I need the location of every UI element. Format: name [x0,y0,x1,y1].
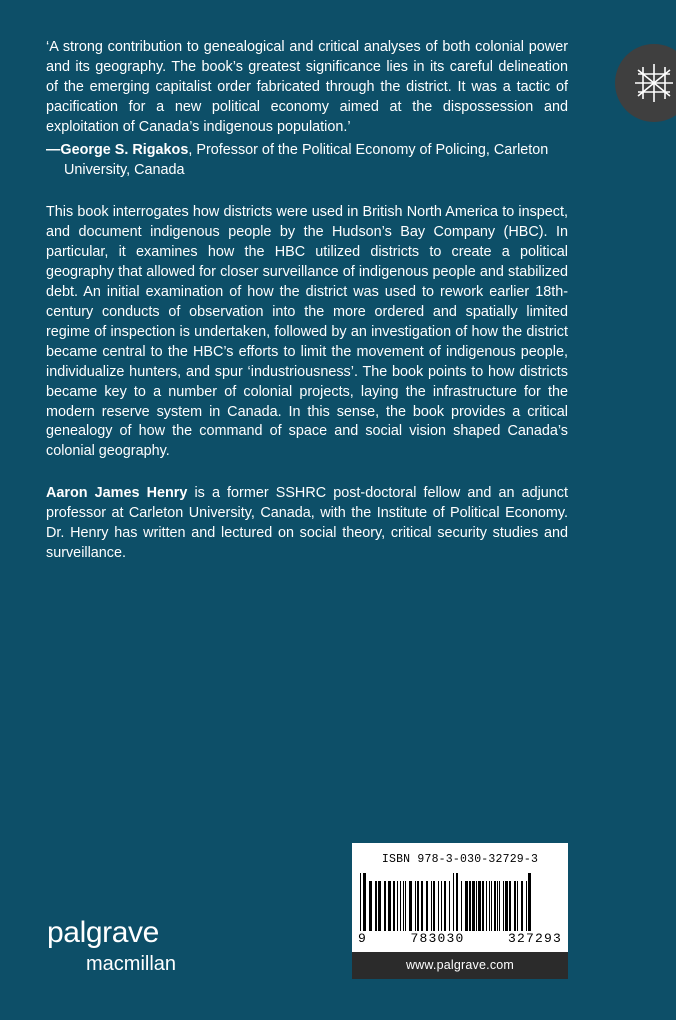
endorsement-author-affiliation: University, Canada [64,162,185,179]
barcode-digit-left: 9 [358,931,368,946]
endorsement-author-name: —George S. Rigakos [46,142,189,159]
cover-text-content [46,38,568,564]
barcode-digits-main: 783030 [410,931,465,946]
barcode-bars [360,873,560,931]
barcode-digits [352,931,568,952]
barcode-digits-right: 327293 [507,931,562,946]
author-name: Aaron James Henry [46,485,188,502]
author-bio [46,484,568,564]
publisher-roundel-icon [615,44,676,122]
barcode-block [352,843,568,979]
publisher-url: www.palgrave.com [352,952,568,979]
publisher-logo [47,918,227,974]
book-description: This book interrogates how districts were used in British North America to inspect, and document indigenous people by the Hudson’s Bay Company (HBC). In particular, it examines how the HBC utilized districts to create a political geography that allowed for closer surveillance of indigenous people and stabilized debt. An initial examination of how the district was used to rework earlier 18th-century conducts of observation into the more ordered and spatially limited regime of inspection is undertaken, followed by an investigation of how the district became central to the HBC’s efforts to limit the movement of indigenous people, individualize hunters, and spur ‘industriousness’. The book points to how districts became key to a number of colonial projects, laying the infrastructure for the modern reserve system in Canada. In this sense, the book provides a critical genealogy of how the command of space and social vision shaped Canada’s colonial geography. [46,204,568,460]
endorsement-author-title: , Professor of the Political Economy of Policing, Carleton [188,142,549,159]
author-bio-text: is a former SSHRC post-doctoral fellow and an adjunct professor at Carleton University, Canada, with the Institute of Political Economy. Dr. Henry has written and lectured on social theory, critical security studies and surveillance. [46,485,568,562]
publisher-logo-palgrave: palgrave [47,916,159,949]
publisher-logo-macmillan: macmillan [86,953,177,975]
isbn-label: ISBN 978-3-030-32729-3 [381,853,539,866]
isbn-label-box [352,843,568,871]
endorsement-attribution [46,141,568,181]
endorsement-quote: ‘A strong contribution to genealogical and critical analyses of both colonial power and its geography. The book’s greatest significance lies in its careful delineation of the emerging capitalist order fabricated through the district. It was a tactic of pacification for a new political economy aimed at the dispossession and exploitation of Canada’s indigenous population.’ [46,39,568,135]
